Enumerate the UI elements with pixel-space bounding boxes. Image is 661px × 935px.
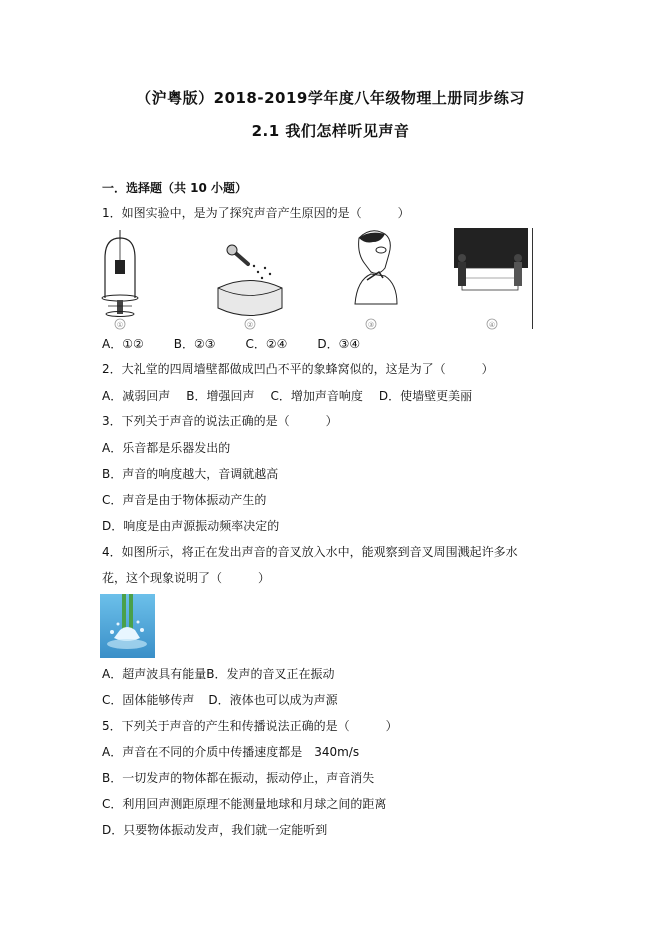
tuning-fork-water-figure <box>100 594 155 658</box>
question-4-options-row2 <box>102 692 338 708</box>
figure-divider <box>532 228 533 329</box>
option-b[interactable]: B．②③ <box>173 337 216 351</box>
option-b[interactable]: B．一切发声的物体都在振动，振动停止，声音消失 <box>102 771 375 785</box>
question-4-stem-line1: 4．如图所示，将正在发出声音的音叉放入水中，能观察到音叉周围溅起许多水 <box>102 545 518 559</box>
drum-figure <box>210 228 290 332</box>
page-subtitle: 2.1 我们怎样听见声音 <box>251 122 410 140</box>
option-c[interactable]: C．固体能够传声 <box>102 693 195 707</box>
option-d[interactable]: D．只要物体振动发声，我们就一定能听到 <box>102 823 328 837</box>
option-a[interactable]: A．超声波具有能量 <box>102 667 207 681</box>
question-4-options-row1 <box>102 666 334 682</box>
option-d[interactable]: D．使墙壁更美丽 <box>378 389 473 403</box>
option-b[interactable]: B．声音的响度越大，音调就越高 <box>102 467 279 481</box>
classroom-figure <box>452 228 532 332</box>
bell-jar-figure <box>100 228 180 332</box>
option-c[interactable]: C．利用回声测距原理不能测量地球和月球之间的距离 <box>102 797 387 811</box>
option-b[interactable]: B．发声的音叉正在振动 <box>206 667 335 681</box>
option-a[interactable]: A．减弱回声 <box>102 389 171 403</box>
option-b[interactable]: B．增强回声 <box>186 389 255 403</box>
option-d[interactable]: D．响度是由声源振动频率决定的 <box>102 519 280 533</box>
question-5-stem: 5．下列关于声音的产生和传播说法正确的是（ ） <box>102 719 398 733</box>
figure-label: ② <box>246 321 254 329</box>
option-c[interactable]: C．②④ <box>245 337 288 351</box>
question-4-stem-line2: 花，这个现象说明了（ ） <box>102 571 271 585</box>
option-d[interactable]: D．液体也可以成为声源 <box>208 693 338 707</box>
option-d[interactable]: D．③④ <box>317 337 361 351</box>
question-2-options <box>102 388 472 404</box>
option-a[interactable]: A．①② <box>102 337 144 351</box>
question-1-options <box>102 336 360 352</box>
option-c[interactable]: C．增加声音响度 <box>270 389 363 403</box>
page-title: （沪粤版）2018-2019学年度八年级物理上册同步练习 <box>136 89 525 107</box>
section-heading: 一．选择题（共 10 小题） <box>102 181 248 195</box>
option-a[interactable]: A．声音在不同的介质中传播速度都是 340m/s <box>102 745 360 759</box>
figure-label: ③ <box>367 321 375 329</box>
figure-label: ① <box>116 321 124 329</box>
question-2-stem: 2．大礼堂的四周墙壁都做成凹凸不平的象蜂窝似的，这是为了（ ） <box>102 362 494 376</box>
option-c[interactable]: C．声音是由于物体振动产生的 <box>102 493 267 507</box>
figure-label: ④ <box>488 321 496 329</box>
person-figure <box>345 228 425 332</box>
question-3-stem: 3．下列关于声音的说法正确的是（ ） <box>102 414 338 428</box>
option-a[interactable]: A．乐音都是乐器发出的 <box>102 441 231 455</box>
question-1-stem: 1．如图实验中，是为了探究声音产生原因的是（ ） <box>102 206 410 220</box>
question-1-figures <box>100 228 536 332</box>
